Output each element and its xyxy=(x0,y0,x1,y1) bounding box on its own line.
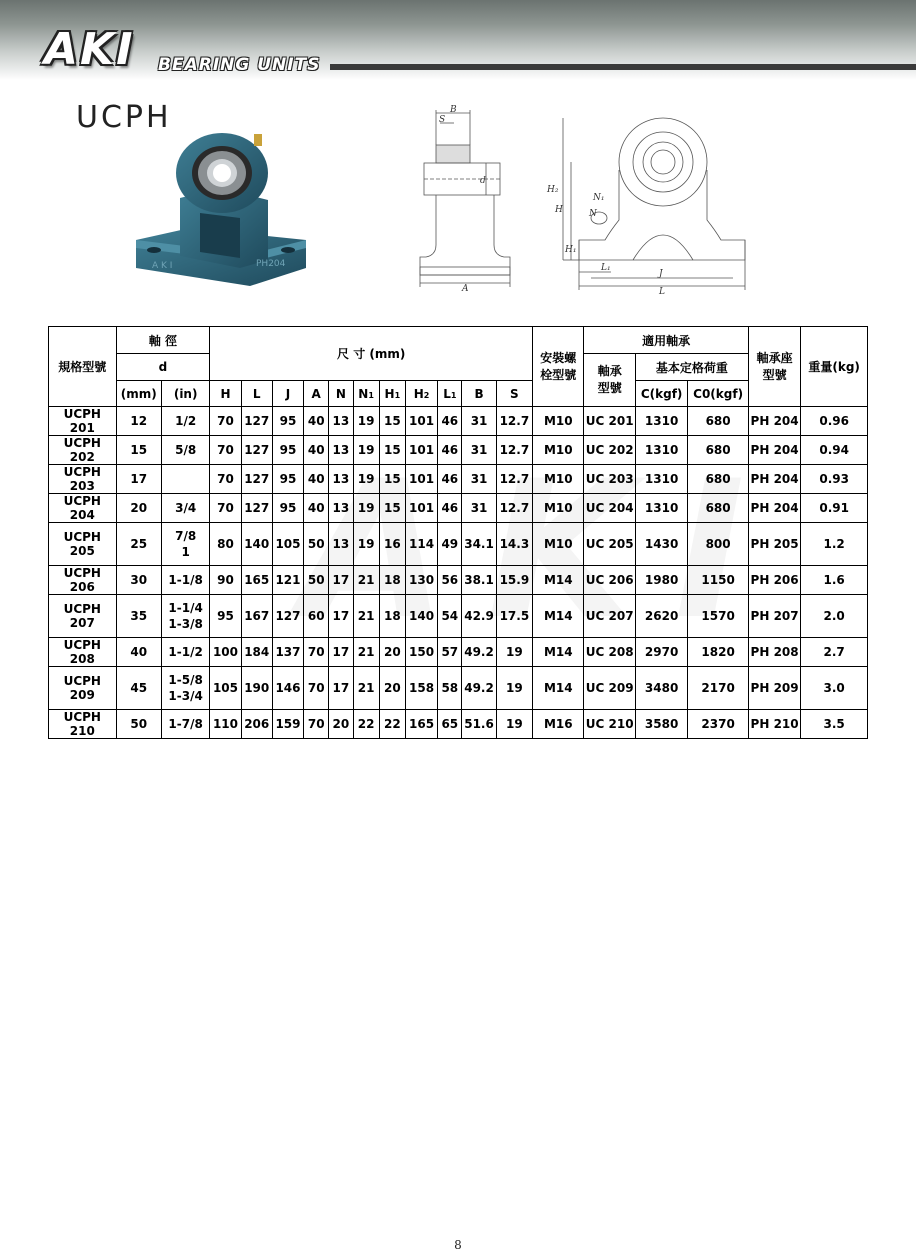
cell-c0: 2170 xyxy=(688,667,749,710)
col-head-bearing: 軸承 型號 xyxy=(584,354,635,407)
cell-n: 20 xyxy=(329,710,353,739)
cell-mm: 12 xyxy=(116,407,161,436)
cell-in: 1-7/8 xyxy=(161,710,209,739)
cell-c: 1430 xyxy=(635,523,687,566)
cell-c: 2970 xyxy=(635,638,687,667)
table-row xyxy=(49,465,868,494)
cell-mm: 40 xyxy=(116,638,161,667)
cell-h1: 18 xyxy=(379,566,405,595)
cell-n: 13 xyxy=(329,465,353,494)
spec-table xyxy=(48,326,868,739)
cell-bearing: UC 204 xyxy=(584,494,635,523)
cell-j: 105 xyxy=(272,523,303,566)
cell-n: 17 xyxy=(329,566,353,595)
cell-weight: 1.2 xyxy=(801,523,868,566)
cell-s: 19 xyxy=(496,667,532,710)
cell-c: 1310 xyxy=(635,465,687,494)
cell-in xyxy=(161,523,209,566)
cell-n1: 19 xyxy=(353,436,379,465)
col-head-bolt: 安裝螺 栓型號 xyxy=(533,327,584,407)
cell-l1: 58 xyxy=(438,667,462,710)
col-head-in: (in) xyxy=(161,381,209,407)
cell-in-line1: 7/8 xyxy=(175,529,197,543)
table-row xyxy=(49,494,868,523)
label-B: B xyxy=(450,105,457,115)
cell-model: UCPH 208 xyxy=(49,638,117,667)
cell-h2: 101 xyxy=(405,436,437,465)
cell-s: 15.9 xyxy=(496,566,532,595)
brand-subtitle: BEARING UNITS xyxy=(158,55,321,75)
cell-n: 17 xyxy=(329,638,353,667)
cell-l1: 57 xyxy=(438,638,462,667)
cell-b: 31 xyxy=(462,407,496,436)
cell-weight: 0.91 xyxy=(801,494,868,523)
cell-c0: 800 xyxy=(688,523,749,566)
cell-in xyxy=(161,595,209,638)
cell-b: 38.1 xyxy=(462,566,496,595)
col-head-J: J xyxy=(272,381,303,407)
cell-b: 31 xyxy=(462,465,496,494)
cell-n: 17 xyxy=(329,595,353,638)
cell-mm: 35 xyxy=(116,595,161,638)
table-row xyxy=(49,523,868,566)
cell-mm: 50 xyxy=(116,710,161,739)
cell-housing: PH 208 xyxy=(748,638,800,667)
cell-in: 3/4 xyxy=(161,494,209,523)
cell-a: 70 xyxy=(304,710,329,739)
cell-j: 121 xyxy=(272,566,303,595)
cell-s: 12.7 xyxy=(496,465,532,494)
label-L: L xyxy=(659,287,665,295)
model-title: UCPH xyxy=(76,100,172,135)
cell-l: 140 xyxy=(241,523,272,566)
cell-h1: 20 xyxy=(379,667,405,710)
col-head-model: 規格型號 xyxy=(49,327,117,407)
cell-h1: 20 xyxy=(379,638,405,667)
cell-j: 95 xyxy=(272,436,303,465)
cell-h: 90 xyxy=(210,566,241,595)
cell-n1: 19 xyxy=(353,494,379,523)
cell-c0: 1820 xyxy=(688,638,749,667)
cell-bearing: UC 210 xyxy=(584,710,635,739)
cell-h2: 150 xyxy=(405,638,437,667)
cell-housing: PH 207 xyxy=(748,595,800,638)
cell-j: 159 xyxy=(272,710,303,739)
cell-a: 40 xyxy=(304,436,329,465)
cell-h2: 101 xyxy=(405,494,437,523)
cell-bearing: UC 201 xyxy=(584,407,635,436)
cell-l: 190 xyxy=(241,667,272,710)
cell-l1: 46 xyxy=(438,465,462,494)
cell-a: 40 xyxy=(304,407,329,436)
cell-s: 19 xyxy=(496,710,532,739)
cell-h1: 15 xyxy=(379,494,405,523)
cell-model: UCPH 207 xyxy=(49,595,117,638)
label-d: d xyxy=(480,176,486,186)
cell-model: UCPH 205 xyxy=(49,523,117,566)
cell-bearing: UC 209 xyxy=(584,667,635,710)
cell-c: 1980 xyxy=(635,566,687,595)
cell-housing: PH 206 xyxy=(748,566,800,595)
cell-housing: PH 204 xyxy=(748,494,800,523)
cell-a: 60 xyxy=(304,595,329,638)
cell-s: 17.5 xyxy=(496,595,532,638)
cell-c: 1310 xyxy=(635,494,687,523)
cell-j: 127 xyxy=(272,595,303,638)
cell-s: 12.7 xyxy=(496,407,532,436)
cell-j: 95 xyxy=(272,494,303,523)
cell-weight: 0.94 xyxy=(801,436,868,465)
cell-s: 12.7 xyxy=(496,436,532,465)
cell-bolt: M14 xyxy=(533,667,584,710)
cell-in-line2: 1-3/4 xyxy=(168,689,203,703)
cell-h1: 15 xyxy=(379,407,405,436)
cell-bolt: M14 xyxy=(533,595,584,638)
cell-in xyxy=(161,465,209,494)
cell-h: 70 xyxy=(210,494,241,523)
cell-model: UCPH 203 xyxy=(49,465,117,494)
col-head-N1: N1 xyxy=(353,381,379,407)
cell-n: 13 xyxy=(329,523,353,566)
cell-c0: 1150 xyxy=(688,566,749,595)
cell-s: 12.7 xyxy=(496,494,532,523)
cell-model: UCPH 204 xyxy=(49,494,117,523)
cell-b: 49.2 xyxy=(462,667,496,710)
cell-bolt: M14 xyxy=(533,566,584,595)
col-head-weight: 重量(kg) xyxy=(801,327,868,407)
cell-bearing: UC 207 xyxy=(584,595,635,638)
cell-h1: 15 xyxy=(379,465,405,494)
cell-weight: 1.6 xyxy=(801,566,868,595)
table-row xyxy=(49,595,868,638)
cell-c0: 680 xyxy=(688,407,749,436)
cell-a: 40 xyxy=(304,465,329,494)
cell-l: 127 xyxy=(241,407,272,436)
cell-mm: 17 xyxy=(116,465,161,494)
cell-l: 184 xyxy=(241,638,272,667)
cell-in: 5/8 xyxy=(161,436,209,465)
cell-h1: 22 xyxy=(379,710,405,739)
col-head-H1: H1 xyxy=(379,381,405,407)
cell-h: 70 xyxy=(210,436,241,465)
cell-in: 1-1/8 xyxy=(161,566,209,595)
cell-bolt: M10 xyxy=(533,523,584,566)
cell-h2: 114 xyxy=(405,523,437,566)
col-head-d: d xyxy=(116,354,210,381)
cell-c: 3480 xyxy=(635,667,687,710)
cell-n1: 21 xyxy=(353,566,379,595)
cell-mm: 15 xyxy=(116,436,161,465)
cell-l1: 65 xyxy=(438,710,462,739)
cell-b: 31 xyxy=(462,494,496,523)
col-head-rated-load: 基本定格荷重 xyxy=(635,354,748,381)
cell-in: 1/2 xyxy=(161,407,209,436)
cell-n1: 21 xyxy=(353,595,379,638)
cell-bolt: M10 xyxy=(533,465,584,494)
cell-weight: 2.7 xyxy=(801,638,868,667)
cell-housing: PH 205 xyxy=(748,523,800,566)
cell-c: 1310 xyxy=(635,407,687,436)
cell-a: 50 xyxy=(304,566,329,595)
col-head-dimensions: 尺 寸 (mm) xyxy=(210,327,533,381)
cell-model: UCPH 210 xyxy=(49,710,117,739)
cell-h2: 158 xyxy=(405,667,437,710)
cell-h: 95 xyxy=(210,595,241,638)
cell-mm: 30 xyxy=(116,566,161,595)
cell-housing: PH 209 xyxy=(748,667,800,710)
cell-j: 137 xyxy=(272,638,303,667)
cell-h: 80 xyxy=(210,523,241,566)
cell-bearing: UC 206 xyxy=(584,566,635,595)
cell-weight: 0.93 xyxy=(801,465,868,494)
page-number: 8 xyxy=(454,1238,462,1252)
cell-j: 95 xyxy=(272,407,303,436)
col-head-S: S xyxy=(496,381,532,407)
cell-h2: 165 xyxy=(405,710,437,739)
cell-b: 42.9 xyxy=(462,595,496,638)
cell-h2: 101 xyxy=(405,465,437,494)
cell-mm: 25 xyxy=(116,523,161,566)
cell-l1: 46 xyxy=(438,407,462,436)
table-row xyxy=(49,566,868,595)
table-row xyxy=(49,638,868,667)
cell-h2: 140 xyxy=(405,595,437,638)
cell-n1: 22 xyxy=(353,710,379,739)
cell-s: 14.3 xyxy=(496,523,532,566)
brand-logo: AKI xyxy=(44,24,135,75)
cell-c0: 680 xyxy=(688,494,749,523)
cell-c0: 2370 xyxy=(688,710,749,739)
cell-mm: 45 xyxy=(116,667,161,710)
cell-b: 34.1 xyxy=(462,523,496,566)
cell-mm: 20 xyxy=(116,494,161,523)
label-J: J xyxy=(659,269,663,279)
cell-h1: 15 xyxy=(379,436,405,465)
col-head-H2: H2 xyxy=(405,381,437,407)
col-head-housing: 軸承座 型號 xyxy=(748,327,800,407)
table-row xyxy=(49,436,868,465)
label-H1: H₁ xyxy=(565,245,577,255)
cell-n1: 19 xyxy=(353,465,379,494)
cell-h: 105 xyxy=(210,667,241,710)
cell-model: UCPH 201 xyxy=(49,407,117,436)
label-L1: L₁ xyxy=(601,263,611,273)
cell-a: 50 xyxy=(304,523,329,566)
spec-table-body xyxy=(49,407,868,739)
cell-a: 70 xyxy=(304,638,329,667)
cell-n: 13 xyxy=(329,494,353,523)
cell-h: 70 xyxy=(210,465,241,494)
cell-c0: 680 xyxy=(688,436,749,465)
cell-l: 127 xyxy=(241,494,272,523)
cell-j: 146 xyxy=(272,667,303,710)
cell-housing: PH 204 xyxy=(748,436,800,465)
table-row xyxy=(49,710,868,739)
cell-n: 17 xyxy=(329,667,353,710)
cell-bolt: M10 xyxy=(533,494,584,523)
cell-h1: 18 xyxy=(379,595,405,638)
cell-n1: 21 xyxy=(353,638,379,667)
cell-h: 100 xyxy=(210,638,241,667)
cell-n1: 19 xyxy=(353,407,379,436)
cell-c: 2620 xyxy=(635,595,687,638)
cell-l1: 49 xyxy=(438,523,462,566)
cell-weight: 3.0 xyxy=(801,667,868,710)
cell-n1: 19 xyxy=(353,523,379,566)
cell-s: 19 xyxy=(496,638,532,667)
cell-weight: 0.96 xyxy=(801,407,868,436)
cell-h1: 16 xyxy=(379,523,405,566)
cell-model: UCPH 202 xyxy=(49,436,117,465)
col-head-N: N xyxy=(329,381,353,407)
col-head-A: A xyxy=(304,381,329,407)
col-head-L1: L1 xyxy=(438,381,462,407)
cell-c: 1310 xyxy=(635,436,687,465)
cell-housing: PH 204 xyxy=(748,407,800,436)
label-N: N xyxy=(589,209,597,219)
cell-bearing: UC 205 xyxy=(584,523,635,566)
col-head-c0: C0(kgf) xyxy=(688,381,749,407)
label-H: H xyxy=(555,205,563,215)
cell-h2: 130 xyxy=(405,566,437,595)
cell-in: 1-1/2 xyxy=(161,638,209,667)
label-N1: N₁ xyxy=(593,193,605,203)
cell-model: UCPH 209 xyxy=(49,667,117,710)
cell-n: 13 xyxy=(329,407,353,436)
cell-bearing: UC 202 xyxy=(584,436,635,465)
product-photo xyxy=(130,128,310,293)
cell-housing: PH 210 xyxy=(748,710,800,739)
cell-weight: 3.5 xyxy=(801,710,868,739)
cell-h2: 101 xyxy=(405,407,437,436)
photo-cast-code: PH204 xyxy=(256,259,286,269)
cell-c0: 1570 xyxy=(688,595,749,638)
front-view-drawing xyxy=(545,110,760,295)
col-head-shaft: 軸 徑 xyxy=(116,327,210,354)
cell-l1: 46 xyxy=(438,436,462,465)
cell-n1: 21 xyxy=(353,667,379,710)
cell-h: 70 xyxy=(210,407,241,436)
header-rule xyxy=(330,64,916,70)
cell-weight: 2.0 xyxy=(801,595,868,638)
cell-l: 127 xyxy=(241,436,272,465)
cell-in xyxy=(161,667,209,710)
cell-in-line2: 1-3/8 xyxy=(168,617,203,631)
cell-l: 165 xyxy=(241,566,272,595)
cell-in-line1: 1-5/8 xyxy=(168,673,203,687)
col-head-c: C(kgf) xyxy=(635,381,687,407)
cell-l: 206 xyxy=(241,710,272,739)
col-head-applicable: 適用軸承 xyxy=(584,327,748,354)
table-row xyxy=(49,667,868,710)
cell-n: 13 xyxy=(329,436,353,465)
label-A: A xyxy=(462,284,469,294)
cell-in-line2: 1 xyxy=(181,545,190,559)
cell-bolt: M14 xyxy=(533,638,584,667)
col-head-L: L xyxy=(241,381,272,407)
col-head-H: H xyxy=(210,381,241,407)
cell-housing: PH 204 xyxy=(748,465,800,494)
cell-c0: 680 xyxy=(688,465,749,494)
cell-b: 49.2 xyxy=(462,638,496,667)
label-S: S xyxy=(439,115,446,125)
col-head-mm: (mm) xyxy=(116,381,161,407)
cell-b: 31 xyxy=(462,436,496,465)
cell-c: 3580 xyxy=(635,710,687,739)
cell-in-line1: 1-1/4 xyxy=(168,601,203,615)
label-H2: H₂ xyxy=(547,185,559,195)
cell-l1: 56 xyxy=(438,566,462,595)
cell-a: 70 xyxy=(304,667,329,710)
photo-cast-aki: A K I xyxy=(152,261,173,271)
cell-a: 40 xyxy=(304,494,329,523)
cell-bolt: M10 xyxy=(533,407,584,436)
cell-l1: 54 xyxy=(438,595,462,638)
side-view-drawing xyxy=(410,105,518,295)
cell-bearing: UC 203 xyxy=(584,465,635,494)
cell-l: 127 xyxy=(241,465,272,494)
cell-b: 51.6 xyxy=(462,710,496,739)
col-head-B: B xyxy=(462,381,496,407)
cell-l1: 46 xyxy=(438,494,462,523)
cell-bolt: M16 xyxy=(533,710,584,739)
cell-l: 167 xyxy=(241,595,272,638)
cell-model: UCPH 206 xyxy=(49,566,117,595)
cell-h: 110 xyxy=(210,710,241,739)
cell-bearing: UC 208 xyxy=(584,638,635,667)
table-row xyxy=(49,407,868,436)
cell-j: 95 xyxy=(272,465,303,494)
cell-bolt: M10 xyxy=(533,436,584,465)
